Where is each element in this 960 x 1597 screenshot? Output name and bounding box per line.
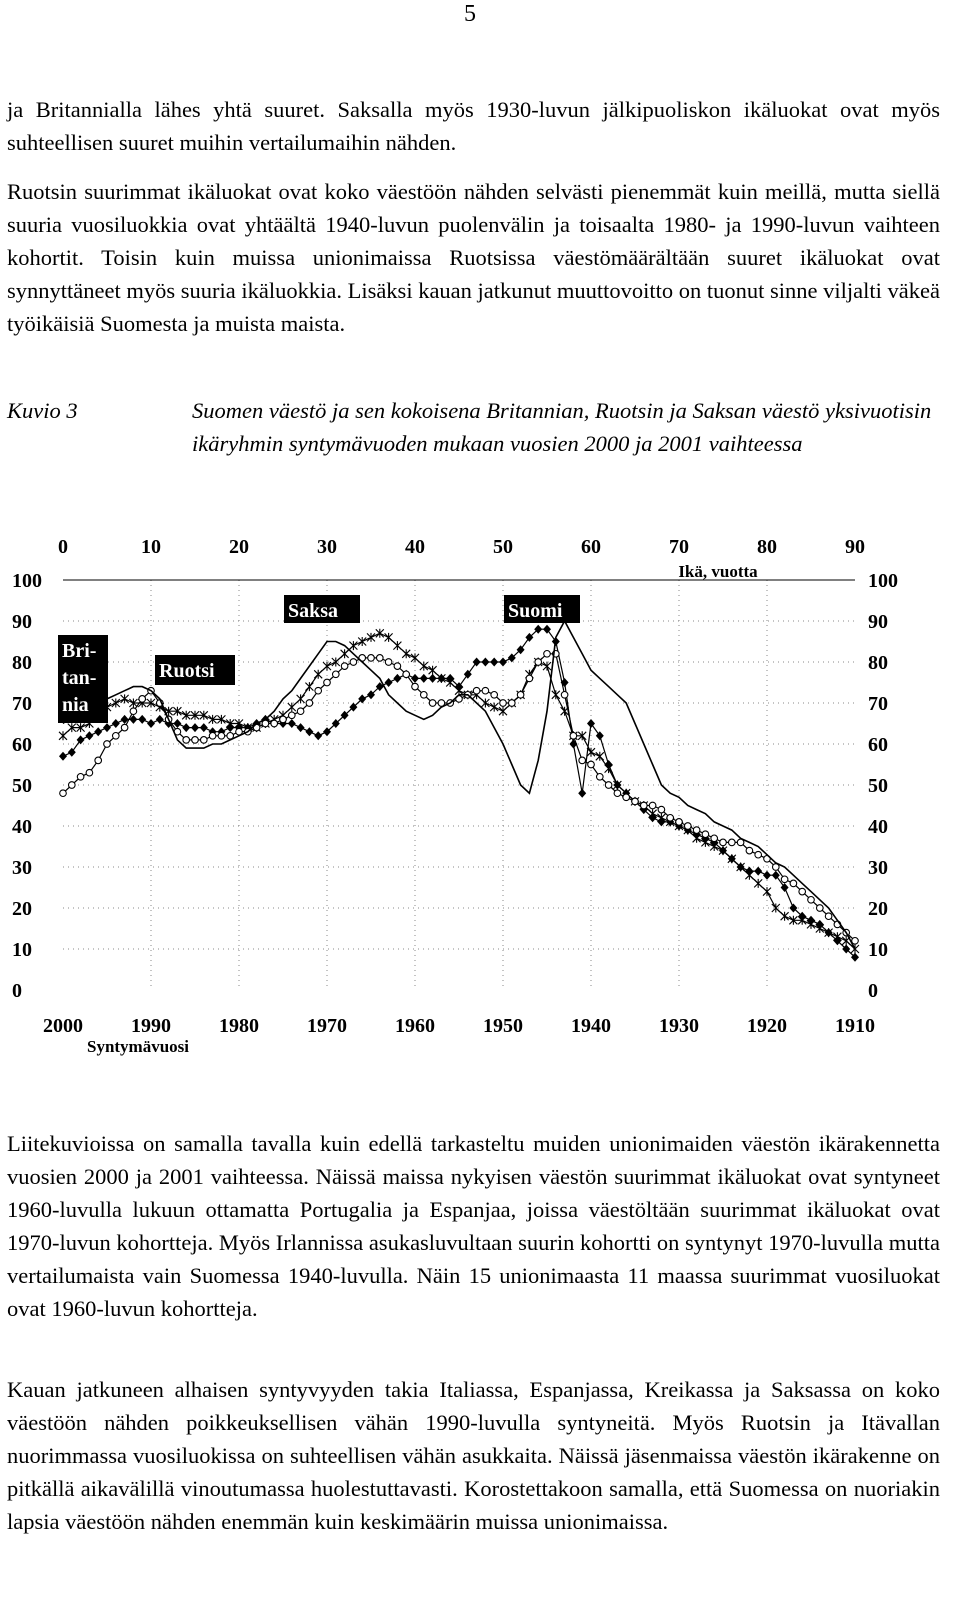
marker-asterisk: [701, 838, 709, 847]
marker-circle: [641, 802, 648, 809]
marker-circle: [297, 708, 304, 715]
marker-circle: [421, 692, 428, 699]
marker-asterisk: [349, 641, 357, 650]
marker-circle: [139, 696, 146, 703]
bottom-tick-label: 1980: [219, 1015, 259, 1037]
marker-asterisk: [833, 932, 841, 941]
top-axis-title: Ikä, vuotta: [678, 562, 758, 581]
left-tick-label: 40: [12, 816, 32, 838]
marker-circle: [341, 663, 348, 670]
marker-circle: [667, 815, 674, 822]
marker-asterisk: [816, 924, 824, 933]
marker-circle: [817, 905, 824, 912]
marker-asterisk: [429, 666, 437, 675]
marker-circle: [676, 819, 683, 826]
marker-circle: [781, 876, 788, 883]
marker-asterisk: [552, 690, 560, 699]
marker-circle: [385, 659, 392, 666]
marker-asterisk: [455, 686, 463, 695]
marker-asterisk: [402, 649, 410, 658]
label-suomi: Suomi: [508, 600, 563, 622]
marker-diamond: [94, 727, 102, 736]
marker-asterisk: [596, 752, 604, 761]
marker-circle: [218, 733, 225, 740]
page-number: 5: [464, 1, 476, 27]
marker-circle: [113, 733, 120, 740]
marker-asterisk: [59, 731, 67, 740]
marker-asterisk: [323, 662, 331, 671]
marker-circle: [746, 847, 753, 854]
marker-asterisk: [376, 629, 384, 638]
marker-circle: [544, 651, 551, 658]
right-tick-label: 20: [868, 898, 888, 920]
bottom-tick-label: 1960: [395, 1015, 435, 1037]
marker-circle: [491, 692, 498, 699]
marker-circle: [368, 655, 375, 662]
bottom-tick-label: 1940: [571, 1015, 611, 1037]
marker-asterisk: [745, 871, 753, 880]
marker-circle: [755, 851, 762, 858]
marker-diamond: [393, 674, 401, 683]
marker-diamond: [200, 723, 208, 732]
left-tick-label: 30: [12, 857, 32, 879]
label-saksa: Saksa: [288, 600, 339, 622]
marker-diamond: [59, 752, 67, 761]
left-tick-label: 100: [12, 570, 42, 592]
right-tick-label: 40: [868, 816, 888, 838]
marker-diamond: [173, 719, 181, 728]
marker-circle: [315, 687, 322, 694]
marker-asterisk: [121, 694, 129, 703]
marker-circle: [201, 737, 208, 744]
bottom-axis-title: Syntymävuosi: [86, 1037, 190, 1056]
marker-circle: [790, 880, 797, 887]
marker-circle: [280, 716, 287, 723]
marker-circle: [192, 737, 199, 744]
right-tick-label: 100: [868, 570, 898, 592]
right-tick-label: 80: [868, 652, 888, 674]
marker-asterisk: [490, 703, 498, 712]
marker-diamond: [314, 731, 322, 740]
marker-circle: [702, 831, 709, 838]
marker-circle: [799, 888, 806, 895]
paragraph-3: Liitekuvioissa on samalla tavalla kuin edellä tarkasteltu muiden unionimaiden väestön ikärakennetta vuosien 2000 ja 2001 vaihteessa. Näissä maissa nykyisen väestön suurimmat ikäluokat ovat syntyneet 1960-luvulla lukuun ottamatta Portugalia ja Espanjaa, joissa väestöltään suurimmat ikäluokat ovat 1970-luvun kohortteja. Myös Irlannissa asukasluvultaan suurin kohortti on syntynyt 1970-luvulla mutta vertailumaista vain Suomessa 1940-luvulla. Näin 15 unionimaasta 11 maassa suurimmat vuosiluokat ovat 1960-luvun kohortteja.: [7, 1131, 941, 1321]
right-tick-label: 10: [868, 939, 888, 961]
right-tick-label: 90: [868, 611, 888, 633]
left-tick-label: 80: [12, 652, 32, 674]
marker-circle: [535, 659, 542, 666]
marker-circle: [658, 806, 665, 813]
marker-asterisk: [543, 662, 551, 671]
marker-asterisk: [393, 641, 401, 650]
marker-asterisk: [763, 887, 771, 896]
marker-asterisk: [446, 678, 454, 687]
marker-asterisk: [305, 682, 313, 691]
marker-diamond: [429, 674, 437, 683]
marker-diamond: [754, 867, 762, 876]
figure-caption: Suomen väestö ja sen kokoisena Britannian, Ruotsin ja Saksan väestö yksivuotisin ikäryhmin syntymävuoden mukaan vuosien 2000 ja 2001 vaihteessa: [192, 398, 932, 456]
right-tick-label: 30: [868, 857, 888, 879]
marker-circle: [130, 708, 137, 715]
marker-circle: [729, 839, 736, 846]
marker-asterisk: [420, 662, 428, 671]
marker-diamond: [191, 723, 199, 732]
marker-diamond: [490, 658, 498, 667]
marker-circle: [526, 675, 533, 682]
marker-circle: [685, 823, 692, 830]
marker-circle: [808, 897, 815, 904]
left-tick-label: 0: [12, 980, 22, 1002]
paragraph-4: Kauan jatkuneen alhaisen syntyvyyden takia Italiassa, Espanjassa, Kreikassa ja Saksassa on koko väestöön nähden poikkeuksellisen vähän 1990-luvulla syntyneitä. Myös Ruotsin ja Itävallan nuorimmassa vuosiluokissa on suhteellisen vähän asukkaita. Näissä jäsenmaissa väestön ikärakenne on pitkällä aikavälillä vinoutumassa huolestuttavasti. Korostettakoon samalla, että Suomessa on nuoriakin lapsia väestöön nähden enemmän kuin keskimäärin muissa unionimaissa.: [7, 1377, 940, 1534]
label-britannia: Bri-: [62, 640, 97, 662]
top-tick-label: 90: [845, 536, 865, 558]
marker-diamond: [147, 719, 155, 728]
marker-diamond: [138, 715, 146, 724]
left-tick-label: 90: [12, 611, 32, 633]
marker-asterisk: [341, 649, 349, 658]
marker-asterisk: [385, 633, 393, 642]
marker-circle: [597, 774, 604, 781]
bottom-tick-label: 1990: [131, 1015, 171, 1037]
bottom-tick-label: 1970: [307, 1015, 347, 1037]
marker-circle: [350, 659, 357, 666]
marker-circle: [623, 794, 630, 801]
marker-diamond: [420, 674, 428, 683]
right-tick-label: 50: [868, 775, 888, 797]
top-tick-label: 0: [58, 536, 68, 558]
left-tick-label: 10: [12, 939, 32, 961]
paragraph-2: Ruotsin suurimmat ikäluokat ovat koko väestöön nähden selvästi pienemmät kuin meillä, mutta siellä suuria vuosiluokkia ovat yhtäältä 1940-luvun puolenvälin ja toisaalta 1980- ja 1990-luvun vaihteen kohortit. Toisin kuin muissa unionimaissa Ruotsissa väestömäärältään suuret ikäluokat ovat synnyttäneet myös suuria ikäluokkia. Lisäksi kauan jatkunut muuttovoitto on tuonut sinne viljalti väkeä työikäisiä Suomesta ja muista maista.: [7, 179, 940, 336]
marker-circle: [720, 839, 727, 846]
marker-circle: [394, 663, 401, 670]
marker-circle: [121, 724, 128, 731]
marker-asterisk: [367, 633, 375, 642]
marker-diamond: [411, 674, 419, 683]
bottom-tick-label: 1920: [747, 1015, 787, 1037]
marker-diamond: [763, 871, 771, 880]
marker-circle: [403, 671, 410, 678]
marker-circle: [209, 733, 216, 740]
label-britannia: tan-: [62, 667, 97, 689]
left-tick-label: 50: [12, 775, 32, 797]
marker-asterisk: [710, 842, 718, 851]
marker-diamond: [112, 719, 120, 728]
marker-diamond: [305, 727, 313, 736]
bottom-tick-label: 1930: [659, 1015, 699, 1037]
marker-circle: [605, 782, 612, 789]
right-tick-label: 70: [868, 693, 888, 715]
right-tick-label: 60: [868, 734, 888, 756]
left-tick-label: 20: [12, 898, 32, 920]
marker-circle: [473, 687, 480, 694]
marker-asterisk: [297, 694, 305, 703]
top-tick-label: 40: [405, 536, 425, 558]
label-ruotsi: Ruotsi: [159, 660, 215, 682]
marker-diamond: [578, 789, 586, 798]
marker-asterisk: [649, 809, 657, 818]
marker-circle: [500, 700, 507, 707]
marker-diamond: [156, 715, 164, 724]
marker-circle: [429, 700, 436, 707]
marker-circle: [632, 798, 639, 805]
marker-circle: [412, 683, 419, 690]
right-tick-label: 0: [868, 980, 878, 1002]
marker-circle: [517, 692, 524, 699]
bottom-tick-label: 1950: [483, 1015, 523, 1037]
marker-asterisk: [754, 879, 762, 888]
marker-circle: [95, 757, 102, 764]
marker-circle: [579, 757, 586, 764]
marker-circle: [69, 782, 76, 789]
marker-circle: [588, 761, 595, 768]
marker-circle: [333, 671, 340, 678]
marker-asterisk: [587, 748, 595, 757]
population-chart: [0, 520, 960, 1080]
top-tick-label: 10: [141, 536, 161, 558]
marker-circle: [649, 802, 656, 809]
bottom-tick-label: 1910: [835, 1015, 875, 1037]
marker-circle: [377, 655, 384, 662]
marker-diamond: [103, 723, 111, 732]
marker-asterisk: [657, 813, 665, 822]
marker-asterisk: [499, 707, 507, 716]
bottom-tick-label: 2000: [43, 1015, 83, 1037]
paragraph-1: ja Britannialla lähes yhtä suuret. Saksalla myös 1930-luvun jälkipuoliskon ikäluokat ovat myös suhteellisen suuret muihin vertailumaihin nähden.: [7, 97, 940, 155]
marker-circle: [271, 720, 278, 727]
top-tick-label: 20: [229, 536, 249, 558]
marker-circle: [324, 679, 331, 686]
marker-diamond: [182, 723, 190, 732]
marker-circle: [183, 737, 190, 744]
marker-asterisk: [288, 703, 296, 712]
marker-circle: [509, 700, 516, 707]
top-tick-label: 70: [669, 536, 689, 558]
left-tick-label: 70: [12, 693, 32, 715]
marker-diamond: [499, 658, 507, 667]
marker-circle: [482, 687, 489, 694]
marker-circle: [86, 769, 93, 776]
marker-asterisk: [807, 920, 815, 929]
label-britannia: nia: [62, 694, 89, 716]
marker-asterisk: [411, 653, 419, 662]
marker-circle: [561, 692, 568, 699]
marker-diamond: [288, 719, 296, 728]
marker-diamond: [385, 678, 393, 687]
marker-circle: [104, 741, 111, 748]
top-tick-label: 60: [581, 536, 601, 558]
marker-circle: [825, 913, 832, 920]
marker-asterisk: [314, 670, 322, 679]
top-tick-label: 50: [493, 536, 513, 558]
marker-diamond: [481, 658, 489, 667]
marker-circle: [711, 835, 718, 842]
marker-circle: [77, 774, 84, 781]
marker-diamond: [85, 731, 93, 740]
marker-circle: [570, 733, 577, 740]
marker-circle: [289, 712, 296, 719]
marker-asterisk: [693, 834, 701, 843]
marker-asterisk: [358, 637, 366, 646]
left-tick-label: 60: [12, 734, 32, 756]
marker-circle: [306, 700, 313, 707]
marker-circle: [60, 790, 67, 797]
figure-label: Kuvio 3: [7, 398, 78, 423]
marker-diamond: [297, 723, 305, 732]
marker-circle: [614, 790, 621, 797]
top-tick-label: 30: [317, 536, 337, 558]
top-tick-label: 80: [757, 536, 777, 558]
marker-asterisk: [605, 764, 613, 773]
marker-asterisk: [781, 912, 789, 921]
marker-circle: [693, 827, 700, 834]
